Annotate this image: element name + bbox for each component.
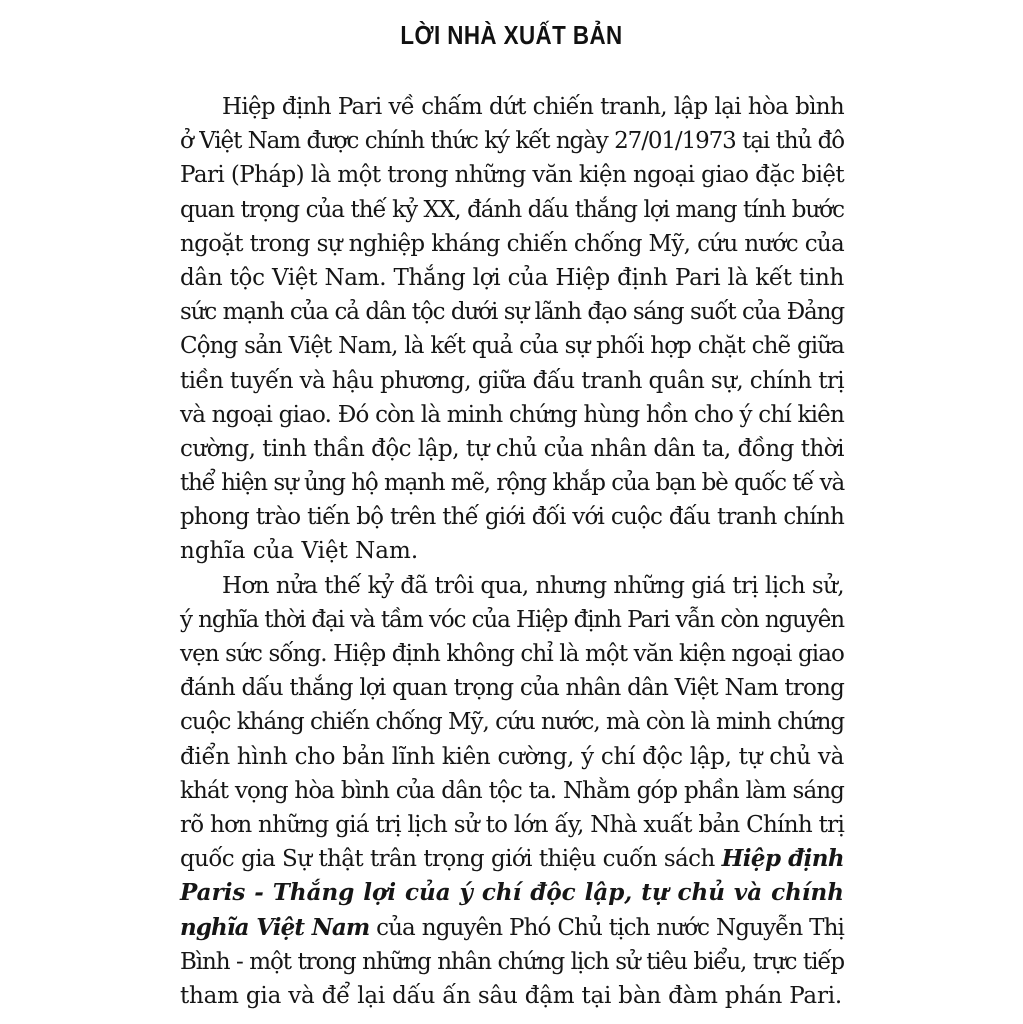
- text-line: cuộc kháng chiến chống Mỹ, cứu nước, mà còn là minh chứng: [180, 709, 845, 736]
- text-line: và ngoại giao. Đó còn là minh chứng hùng hồn cho ý chí kiên: [180, 401, 844, 428]
- text-line: Bình - một trong những nhân chứng lịch sử tiêu biểu, trực tiếp: [180, 948, 844, 975]
- body-text: [180, 90, 844, 1013]
- text-line: Hơn nửa thế kỷ đã trôi qua, nhưng những giá trị lịch sử,: [222, 572, 844, 599]
- text-line: ngoặt trong sự nghiệp kháng chiến chống Mỹ, cứu nước của: [180, 230, 844, 257]
- book-title-segment: Hiệp định: [721, 845, 844, 873]
- text-line: ở Việt Nam được chính thức ký kết ngày 27/01/1973 tại thủ đô: [180, 128, 844, 155]
- text-line: nghĩa của Việt Nam.: [180, 538, 419, 565]
- text-line: cường, tinh thần độc lập, tự chủ của nhân dân ta, đồng thời: [180, 435, 844, 462]
- text-segment: của nguyên Phó Chủ tịch nước Nguyễn Thị: [369, 914, 844, 941]
- text-line: tham gia và để lại dấu ấn sâu đậm tại bàn đàm phán Pari.: [180, 982, 843, 1009]
- page-heading: LỜI NHÀ XUẤT BẢN: [400, 20, 623, 50]
- text-line: rõ hơn những giá trị lịch sử to lớn ấy, Nhà xuất bản Chính trị: [180, 811, 845, 838]
- text-line: điển hình cho bản lĩnh kiên cường, ý chí độc lập, tự chủ và: [180, 743, 844, 770]
- text-line: khát vọng hòa bình của dân tộc ta. Nhằm góp phần làm sáng: [180, 777, 844, 804]
- text-line: Hiệp định Pari về chấm dứt chiến tranh, lập lại hòa bình: [222, 94, 844, 120]
- text-line: ý nghĩa thời đại và tầm vóc của Hiệp định Pari vẫn còn nguyên: [180, 606, 844, 633]
- text-line: phong trào tiến bộ trên thế giới đối với cuộc đấu tranh chính: [180, 504, 844, 531]
- text-line: quan trọng của thế kỷ XX, đánh dấu thắng lợi mang tính bước: [180, 196, 844, 223]
- text-line: dân tộc Việt Nam. Thắng lợi của Hiệp định Pari là kết tinh: [180, 264, 844, 291]
- text-line: vẹn sức sống. Hiệp định không chỉ là một văn kiện ngoại giao: [180, 641, 844, 667]
- text-line: [180, 842, 844, 876]
- book-title-segment: nghĩa Việt Nam: [180, 913, 370, 941]
- text-line: Pari (Pháp) là một trong những văn kiện ngoại giao đặc biệt: [180, 162, 844, 189]
- text-segment: quốc gia Sự thật trân trọng giới thiệu cuốn sách: [180, 846, 722, 873]
- text-line: [180, 911, 844, 945]
- text-line: thể hiện sự ủng hộ mạnh mẽ, rộng khắp của bạn bè quốc tế và: [180, 470, 844, 497]
- text-line: tiền tuyến và hậu phương, giữa đấu tranh quân sự, chính trị: [180, 367, 844, 394]
- book-title-line: Paris - Thắng lợi của ý chí độc lập, tự chủ và chính: [180, 879, 844, 907]
- text-line: Cộng sản Việt Nam, là kết quả của sự phối hợp chặt chẽ giữa: [180, 333, 844, 360]
- text-line: sức mạnh của cả dân tộc dưới sự lãnh đạo sáng suốt của Đảng: [180, 299, 844, 326]
- text-line: đánh dấu thắng lợi quan trọng của nhân dân Việt Nam trong: [180, 675, 844, 702]
